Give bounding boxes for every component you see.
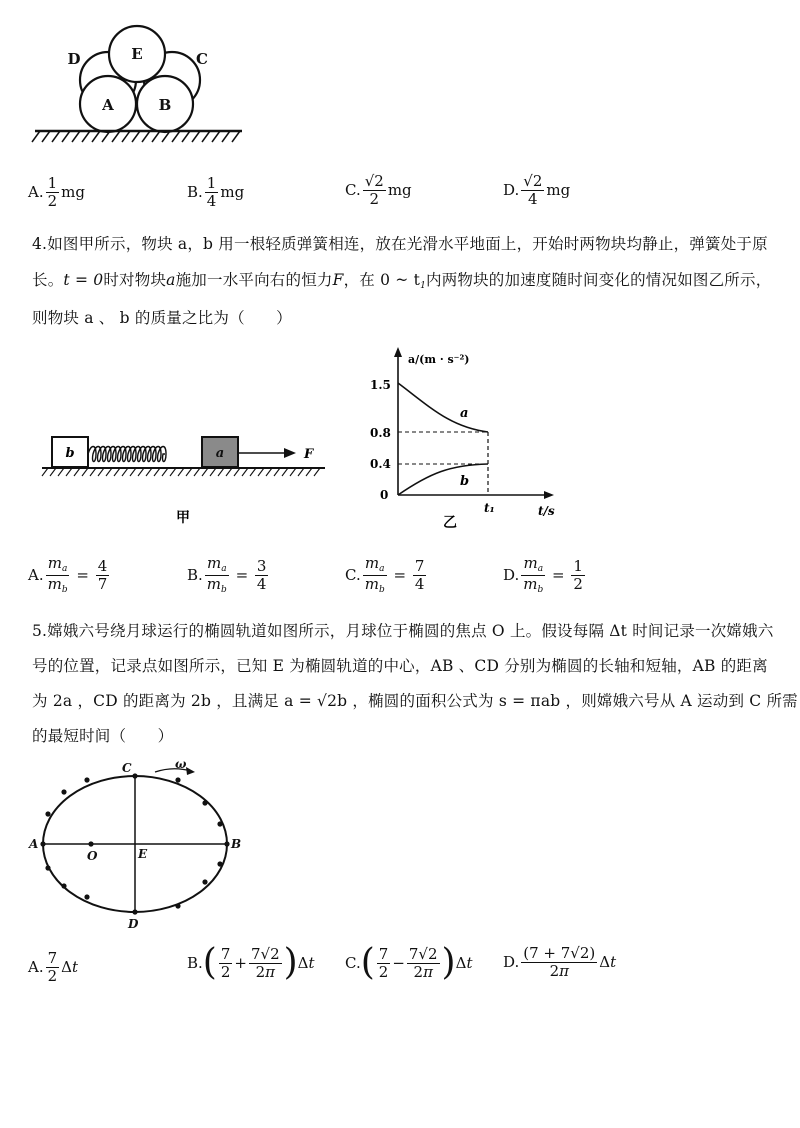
text: 内两物块的加速度随时间变化的情况如图乙所示，: [426, 271, 772, 289]
delta-t: Δt: [297, 954, 315, 972]
curve-a-label: a: [460, 406, 469, 421]
text: 施加一水平向右的恒力: [175, 271, 333, 289]
force-label: F: [304, 447, 314, 462]
circles-figure: [30, 18, 250, 153]
option-letter: C.: [345, 954, 361, 972]
text: 时对物块: [103, 271, 167, 289]
numerator: $m_a$: [47, 554, 68, 574]
t1-label: t₁: [484, 501, 495, 515]
denominator: 2π: [255, 962, 275, 981]
option-letter: D.: [503, 181, 520, 199]
mass-ratio: [363, 555, 387, 596]
y-axis-label: a/(m · s⁻²): [408, 353, 470, 366]
unit: mg: [387, 181, 412, 199]
numerator: $m_a$: [364, 554, 385, 574]
numerator: 1: [47, 174, 58, 192]
denominator: $m_b$: [523, 574, 544, 595]
label-b: B: [158, 96, 172, 114]
q5-stem-line1: 5.嫦娥六号绕月球运行的椭圆轨道如图所示，月球位于椭圆的焦点 O 上。假设每隔 Δt 时间记录一次嫦娥六: [32, 622, 774, 640]
denominator: 2: [220, 962, 231, 981]
acceleration-graph: [360, 345, 570, 535]
denominator: 2π: [549, 961, 569, 980]
curve-a: [398, 383, 488, 432]
option-letter: C.: [345, 181, 361, 199]
right-paren: ): [441, 942, 456, 983]
numerator: 7: [220, 945, 231, 963]
fraction: [255, 558, 269, 592]
unit: mg: [61, 183, 85, 201]
denominator: 2: [378, 962, 389, 981]
text: 长。: [32, 271, 64, 289]
equals: =: [388, 566, 411, 585]
label-a: A: [102, 96, 114, 114]
fraction: [249, 946, 282, 980]
fraction: [413, 558, 427, 592]
denominator: 2: [47, 191, 58, 210]
curve-b: [398, 464, 488, 495]
unit: mg: [546, 181, 571, 199]
numerator: √2: [523, 172, 543, 190]
fraction: [46, 175, 60, 209]
q5-option-d[interactable]: [503, 945, 616, 979]
q5-option-c[interactable]: [345, 942, 473, 983]
q3-option-b[interactable]: [187, 175, 244, 209]
denominator: 4: [206, 191, 217, 210]
option-letter: A.: [28, 183, 44, 201]
q5-stem-line4: 的最短时间（ ）: [32, 727, 174, 745]
label-a: A: [29, 837, 39, 851]
numerator: 7: [378, 945, 389, 963]
denominator: 2π: [413, 962, 433, 981]
math: F: [332, 271, 344, 289]
curve-b-label: b: [460, 474, 470, 489]
denominator: 4: [528, 189, 538, 208]
fraction: [571, 558, 585, 592]
mass-ratio: [521, 555, 545, 596]
q4-option-a[interactable]: [28, 555, 111, 596]
denominator: 2: [369, 189, 380, 208]
text: ，在 0 ~ t: [343, 271, 421, 289]
label-e: E: [131, 45, 143, 63]
option-letter: D.: [503, 566, 520, 585]
q4-stem-line2: [32, 268, 771, 291]
math: a: [166, 271, 176, 289]
fraction: [219, 946, 233, 980]
numerator: 7√2: [250, 945, 280, 963]
numerator: √2: [364, 172, 384, 190]
q5-option-a[interactable]: [28, 950, 78, 984]
equals: =: [547, 566, 570, 585]
q4-stem-line1: 4.如图甲所示，物块 a，b 用一根轻质弹簧相连，放在光滑水平地面上，开始时两物块均静止，弹簧处于原: [32, 235, 768, 253]
right-paren: ): [283, 942, 298, 983]
q4-option-d[interactable]: [503, 555, 587, 596]
numerator: (7 + 7√2): [523, 944, 596, 962]
fraction: [407, 946, 440, 980]
tick-1-5: 1.5: [370, 378, 391, 392]
numerator: $m_a$: [523, 554, 544, 574]
denominator: $m_b$: [206, 574, 227, 595]
numerator: 3: [256, 557, 267, 576]
x-axis-label: t/s: [538, 504, 555, 518]
mass-ratio: [205, 555, 229, 596]
option-letter: C.: [345, 566, 361, 585]
mass-ratio: [46, 555, 70, 596]
q3-option-d[interactable]: [503, 173, 570, 207]
q3-option-a[interactable]: [28, 175, 85, 209]
option-letter: D.: [503, 953, 520, 971]
denominator: $m_b$: [47, 574, 68, 595]
fraction: [96, 558, 110, 592]
spring: [88, 447, 166, 462]
label-b: B: [231, 837, 242, 851]
tick-0-8: 0.8: [370, 426, 391, 440]
option-letter: B.: [187, 183, 203, 201]
minus: −: [392, 954, 405, 972]
tick-0: 0: [380, 488, 389, 502]
fraction: [521, 945, 597, 979]
left-paren: (: [202, 942, 217, 983]
label-c: C: [122, 761, 132, 775]
denominator: 4: [414, 574, 425, 593]
fraction: [521, 173, 544, 207]
label-o: O: [87, 849, 98, 863]
denominator: 2: [573, 574, 583, 593]
block-b-label: b: [65, 446, 75, 461]
label-c: C: [196, 50, 208, 68]
delta-t: Δt: [455, 954, 473, 972]
q4-option-c[interactable]: [345, 555, 428, 596]
denominator: 2: [47, 966, 58, 985]
label-omega: ω: [175, 758, 187, 771]
block-a-label: a: [215, 446, 225, 461]
option-letter: B.: [187, 954, 203, 972]
q4-option-b[interactable]: [187, 555, 270, 596]
ellipse-orbit-figure: [25, 758, 255, 930]
numerator: 4: [97, 557, 108, 576]
equals: =: [230, 566, 253, 585]
option-letter: A.: [28, 958, 44, 976]
denominator: 4: [256, 574, 267, 593]
numerator: 7√2: [408, 945, 438, 963]
delta-t: Δt: [61, 958, 79, 976]
label-d: D: [67, 50, 81, 68]
numerator: 1: [206, 174, 217, 192]
left-paren: (: [360, 942, 375, 983]
fraction: [205, 175, 219, 209]
option-letter: A.: [28, 566, 44, 585]
option-letter: B.: [187, 566, 203, 585]
plus: +: [234, 954, 247, 972]
fraction: [363, 173, 386, 207]
equals: =: [71, 566, 94, 585]
spring-figure: [40, 430, 330, 530]
q5-stem-line2: 号的位置，记录点如图所示，已知 E 为椭圆轨道的中心，AB 、CD 分别为椭圆的长轴和短轴，AB 的距离: [32, 657, 768, 675]
q3-option-c[interactable]: [345, 173, 412, 207]
denominator: $m_b$: [364, 574, 385, 595]
label-d: D: [128, 917, 139, 930]
q5-stem-line3: 为 2a ，CD 的距离为 2b ，且满足 a = √2b ，椭圆的面积公式为 s = πab ，则嫦娥六号从 A 运动到 C 所需: [32, 692, 798, 710]
fraction: [377, 946, 391, 980]
tick-0-4: 0.4: [370, 457, 391, 471]
q5-option-b[interactable]: [187, 942, 315, 983]
q4-stem-line3: 则物块 a 、 b 的质量之比为（ ）: [32, 309, 292, 327]
caption-yi: 乙: [443, 515, 457, 531]
unit: mg: [220, 183, 245, 201]
denominator: 7: [97, 574, 108, 593]
numerator: 1: [573, 557, 583, 576]
fraction: [46, 950, 60, 984]
label-e: E: [138, 847, 148, 861]
math: t = 0: [63, 271, 104, 289]
numerator: 7: [47, 949, 58, 967]
numerator: $m_a$: [206, 554, 227, 574]
subscript: 1: [420, 281, 426, 291]
delta-t: Δt: [599, 953, 617, 971]
caption-jia: 甲: [176, 510, 190, 526]
numerator: 7: [414, 557, 425, 576]
focus-o: [88, 841, 93, 846]
